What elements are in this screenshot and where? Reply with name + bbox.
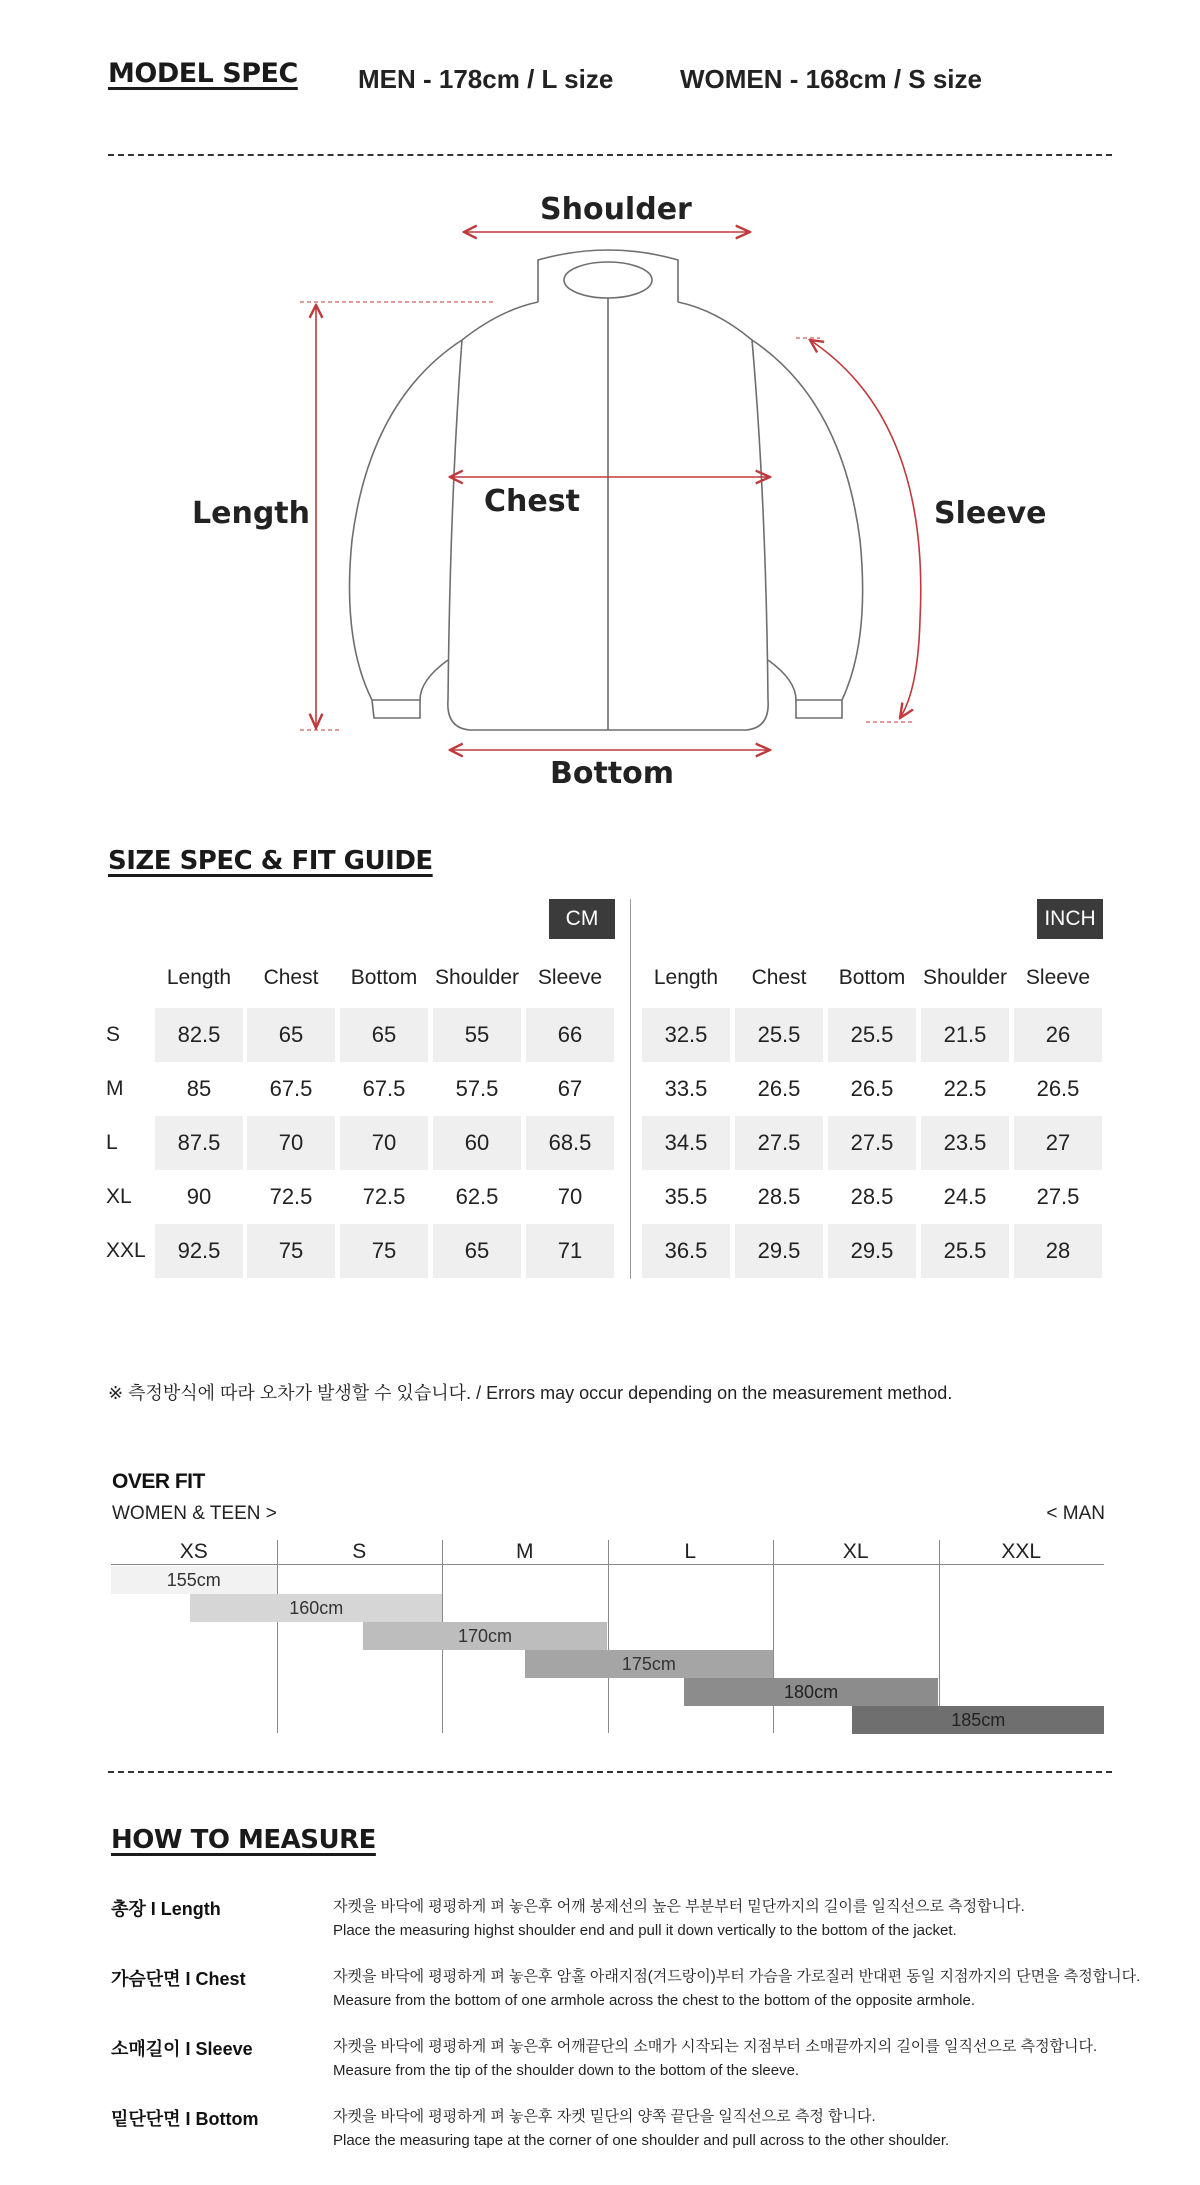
- table-cell: 67.5: [269, 1076, 313, 1101]
- measure-description-ko: 자켓을 바닥에 평평하게 펴 놓은후 어깨끝단의 소매가 시작되는 지점부터 소매끝까지의 길이를 일직선으로 측정합니다.: [333, 2038, 1098, 2055]
- fit-guide-title: OVER FIT: [112, 1470, 205, 1493]
- table-cell: 24.5: [943, 1184, 987, 1209]
- column-header: Bottom: [838, 966, 906, 989]
- measure-description-en: Place the measuring highst shoulder end and pull it down vertically to the bottom of the jacket.: [333, 1922, 957, 1939]
- section-divider: [108, 154, 1112, 156]
- table-cell: 29.5: [735, 1224, 823, 1278]
- size-row-label: L: [106, 1131, 118, 1154]
- column-header: Bottom: [350, 966, 418, 989]
- measure-label: 가슴단면 I Chest: [111, 1969, 246, 1989]
- table-cell: 25.5: [921, 1224, 1009, 1278]
- table-cell: 65: [247, 1008, 335, 1062]
- table-cell: 67.5: [362, 1076, 406, 1101]
- fit-size-label: M: [516, 1540, 534, 1563]
- model-spec-title: MODEL SPEC: [108, 58, 298, 89]
- column-header: Sleeve: [1025, 966, 1091, 989]
- jacket-outline: [350, 250, 863, 730]
- fit-size-label: XL: [842, 1540, 869, 1563]
- fit-guide-right-label: < MAN: [1046, 1503, 1105, 1524]
- table-cell: 23.5: [921, 1116, 1009, 1170]
- table-cell: 65: [433, 1224, 521, 1278]
- column-header: Length: [166, 966, 232, 989]
- table-cell: 75: [340, 1224, 428, 1278]
- model-spec-men: MEN - 178cm / L size: [358, 64, 614, 94]
- table-cell: 70: [557, 1184, 583, 1209]
- column-header: Length: [653, 966, 719, 989]
- table-cell: 27: [1014, 1116, 1102, 1170]
- fit-height-bar: 175cm: [525, 1650, 773, 1678]
- diagram-label-length: Length: [192, 496, 310, 531]
- table-cell: 35.5: [664, 1184, 708, 1209]
- size-row-label: XL: [106, 1185, 132, 1208]
- table-cell: 26: [1014, 1008, 1102, 1062]
- table-cell: 32.5: [642, 1008, 730, 1062]
- jacket-measurement-diagram: [0, 160, 1200, 800]
- table-cell: 25.5: [828, 1008, 916, 1062]
- fit-grid-line: [939, 1540, 940, 1733]
- table-cell: 28: [1014, 1224, 1102, 1278]
- fit-height-bar: 155cm: [111, 1566, 277, 1594]
- table-cell: 67: [557, 1076, 583, 1101]
- fit-height-bar: 170cm: [363, 1622, 608, 1650]
- table-cell: 28.5: [757, 1184, 801, 1209]
- table-cell: 26.5: [850, 1076, 894, 1101]
- table-cell: 29.5: [828, 1224, 916, 1278]
- table-cell: 70: [340, 1116, 428, 1170]
- table-cell: 26.5: [1036, 1076, 1080, 1101]
- table-cell: 70: [247, 1116, 335, 1170]
- table-cell: 85: [186, 1076, 212, 1101]
- table-cell: 87.5: [155, 1116, 243, 1170]
- diagram-label-bottom: Bottom: [550, 756, 675, 791]
- measure-description-en: Measure from the tip of the shoulder down to the bottom of the sleeve.: [333, 2062, 800, 2079]
- column-header: Shoulder: [922, 966, 1008, 989]
- fit-size-label: XXL: [1001, 1540, 1042, 1563]
- table-cell: 92.5: [155, 1224, 243, 1278]
- diagram-label-chest: Chest: [484, 484, 580, 519]
- table-cell: 21.5: [921, 1008, 1009, 1062]
- fit-height-bar: 180cm: [684, 1678, 939, 1706]
- table-cell: 34.5: [642, 1116, 730, 1170]
- table-cell: 72.5: [362, 1184, 406, 1209]
- table-cell: 90: [186, 1184, 212, 1209]
- how-to-measure-title: HOW TO MEASURE: [111, 1825, 376, 1855]
- section-divider: [108, 1771, 1112, 1773]
- table-cell: 27.5: [735, 1116, 823, 1170]
- fit-grid-line: [608, 1540, 609, 1733]
- measure-description-en: Measure from the bottom of one armhole across the chest to the bottom of the opposite armhole.: [333, 1992, 976, 2009]
- diagram-label-sleeve: Sleeve: [934, 496, 1047, 531]
- fit-height-bar: 185cm: [852, 1706, 1104, 1734]
- model-spec-women: WOMEN - 168cm / S size: [680, 64, 982, 94]
- fit-grid-line: [277, 1540, 278, 1733]
- measure-label: 소매길이 I Sleeve: [111, 2039, 253, 2059]
- table-cell: 28.5: [850, 1184, 894, 1209]
- measure-description-ko: 자켓을 바닥에 평평하게 펴 놓은후 어깨 봉제선의 높은 부분부터 밑단까지의 길이를 일직선으로 측정합니다.: [333, 1898, 1025, 1915]
- table-cell: 27.5: [828, 1116, 916, 1170]
- measure-description-ko: 자켓을 바닥에 평평하게 펴 놓은후 자켓 밑단의 양쪽 끝단을 일직선으로 측정 합니다.: [333, 2108, 876, 2125]
- table-divider: [630, 899, 631, 1279]
- fit-guide-left-label: WOMEN & TEEN >: [112, 1503, 277, 1524]
- column-header: Sleeve: [537, 966, 603, 989]
- table-cell: 71: [526, 1224, 614, 1278]
- measurement-lines: [300, 232, 921, 750]
- diagram-label-shoulder: Shoulder: [540, 192, 692, 227]
- column-header: Chest: [263, 966, 319, 989]
- unit-badge-inch: INCH: [1037, 899, 1103, 939]
- column-header: Shoulder: [434, 966, 520, 989]
- table-cell: 27.5: [1036, 1184, 1080, 1209]
- table-cell: 22.5: [943, 1076, 987, 1101]
- unit-badge-cm: CM: [549, 899, 615, 939]
- table-cell: 57.5: [455, 1076, 499, 1101]
- column-header: Chest: [751, 966, 807, 989]
- fit-size-label: S: [352, 1540, 367, 1563]
- measure-label: 총장 I Length: [111, 1899, 221, 1919]
- fit-height-bar: 160cm: [190, 1594, 442, 1622]
- table-cell: 65: [340, 1008, 428, 1062]
- table-cell: 75: [247, 1224, 335, 1278]
- table-cell: 33.5: [664, 1076, 708, 1101]
- size-row-label: S: [106, 1023, 121, 1046]
- table-cell: 60: [433, 1116, 521, 1170]
- table-cell: 36.5: [642, 1224, 730, 1278]
- table-cell: 55: [433, 1008, 521, 1062]
- fit-size-label: L: [684, 1540, 697, 1563]
- measurement-note: ※ 측정방식에 따라 오차가 발생할 수 있습니다. / Errors may occur depending on the measurement method.: [108, 1383, 953, 1403]
- table-cell: 25.5: [735, 1008, 823, 1062]
- table-cell: 82.5: [155, 1008, 243, 1062]
- table-cell: 62.5: [455, 1184, 499, 1209]
- measure-description-ko: 자켓을 바닥에 평평하게 펴 놓은후 암홀 아래지점(겨드랑이)부터 가슴을 가로질러 반대편 동일 지점까지의 단면을 측정합니다.: [333, 1968, 1141, 1985]
- size-row-label: XXL: [106, 1239, 146, 1262]
- table-cell: 26.5: [757, 1076, 801, 1101]
- table-cell: 72.5: [269, 1184, 313, 1209]
- size-spec-title: SIZE SPEC & FIT GUIDE: [108, 846, 433, 876]
- table-cell: 66: [526, 1008, 614, 1062]
- measure-description-en: Place the measuring tape at the corner of one shoulder and pull across to the other shoulder.: [333, 2132, 950, 2149]
- fit-size-label: XS: [179, 1540, 208, 1563]
- size-row-label: M: [106, 1077, 124, 1100]
- table-cell: 68.5: [526, 1116, 614, 1170]
- measure-label: 밑단단면 I Bottom: [111, 2109, 259, 2129]
